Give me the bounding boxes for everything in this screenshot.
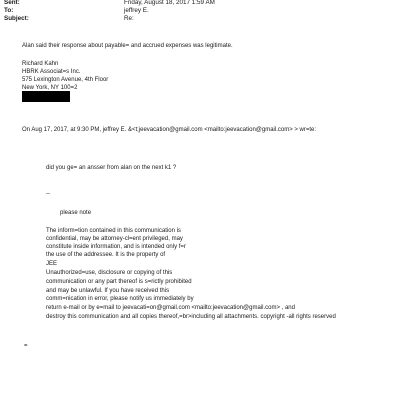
disclaimer-line: return e-mail or by e=mail to jeevacati=on@gmail.com <mailto:jeevacation@gmail.com> , and bbox=[46, 305, 295, 311]
disclaimer-line: confidential, may be attorney-cl=ent privileged, may bbox=[46, 236, 183, 242]
trailing-mark: = bbox=[24, 343, 28, 349]
disclaimer-line: Unauthorized=use, disclosure or copying of this bbox=[46, 270, 173, 276]
to-value: jeffrey E. bbox=[124, 7, 149, 14]
disclaimer-line: The inform=tion contained in this communication is bbox=[46, 228, 181, 234]
subject-label: Subject: bbox=[4, 15, 29, 22]
please-note: please note bbox=[60, 210, 92, 216]
sent-label: Sent: bbox=[4, 0, 20, 6]
separator: -- bbox=[46, 191, 50, 197]
disclaimer-line: and may be unlawful. If you have received this bbox=[46, 288, 170, 294]
subject-value: Re: bbox=[124, 15, 134, 22]
signature-address: 575 Lexington Avenue, 4th Floor bbox=[22, 77, 109, 83]
signature-name: Richard Kahn bbox=[22, 61, 59, 67]
disclaimer-line: constitute inside information, and is intended only f=r bbox=[46, 244, 186, 250]
disclaimer-line: destroy this communication and all copies thereof,=br>including all attachments. copyright -all rights reserved bbox=[46, 314, 336, 320]
intro-text: Alan said their response about payable= and accrued expenses was legitimate. bbox=[22, 43, 233, 49]
redaction-block bbox=[22, 91, 70, 102]
disclaimer-line: JEE bbox=[46, 261, 58, 267]
signature-company: HBRK Associat=s Inc. bbox=[22, 69, 81, 75]
disclaimer-line: communication or any part thereof is s=rictly prohibited bbox=[46, 279, 192, 285]
disclaimer-line: comm=nication in error, please notify us immediately by bbox=[46, 296, 194, 302]
quote-header: On Aug 17, 2017, at 9:30 PM, jeffrey E. &<t;jeevacation@gmail.com <mailto:jeevacation@gmail.com> > wr=te: bbox=[22, 127, 317, 133]
sent-value: Friday, August 18, 2017 1:59 AM bbox=[124, 0, 215, 6]
disclaimer-line: the use of the addressee. It is the property of bbox=[46, 252, 166, 258]
to-label: To: bbox=[4, 7, 14, 14]
quoted-question: did you ge= an ansser from alan on the next k1 ? bbox=[46, 165, 177, 171]
signature-city: New York, NY 100=2 bbox=[22, 85, 78, 91]
